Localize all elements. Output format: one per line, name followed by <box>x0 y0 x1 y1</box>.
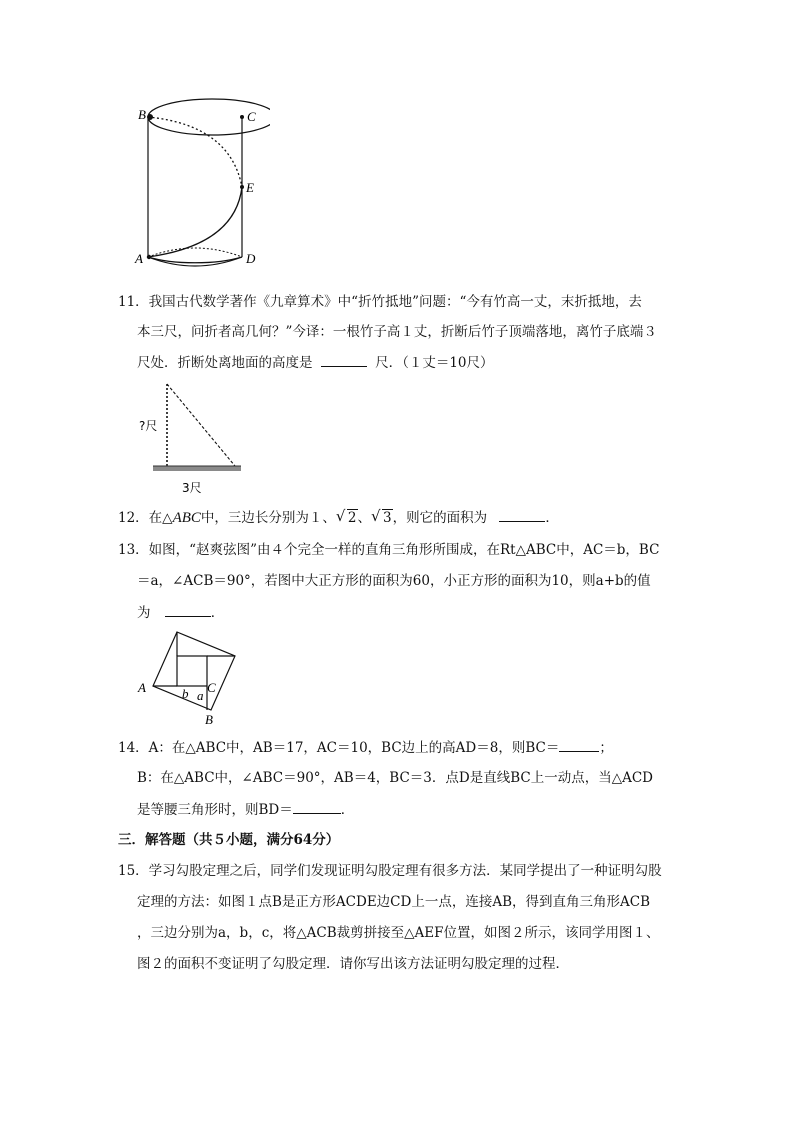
zs-label-b: b <box>182 686 189 701</box>
q13-line-3: 为 ． <box>137 605 225 621</box>
q12-triangle-name: ABC <box>172 510 201 526</box>
zs-label-C: C <box>207 680 216 695</box>
q12-separator: 、 <box>357 510 371 526</box>
q14-line-a <box>118 738 613 757</box>
q13-answer-blank[interactable] <box>165 603 211 617</box>
zhao-shuang-figure <box>135 626 245 731</box>
q12-prefix: 12．在△ <box>118 510 173 526</box>
q15-line-2: 定理的方法：如图１点B是正方形ACDE边CD上一点，连接AB，得到直角三角形ACB <box>137 894 650 910</box>
label-A: A <box>135 251 143 266</box>
q15-line-1: 15．学习勾股定理之后，同学们发现证明勾股定理有很多方法．某同学提出了一种证明勾股 <box>118 863 662 879</box>
bamboo-figure <box>135 380 250 498</box>
q11-line-3-tail: 尺．（１丈＝10尺） <box>375 355 494 371</box>
sqrt-3: √ 3 <box>371 509 393 527</box>
zs-label-B: B <box>205 712 213 727</box>
q12-line: 12．在△ABC中，三边长分别为１、√ 2、√ 3，则它的面积为 ． <box>118 508 559 527</box>
section-3-heading: 三．解答题（共５小题，满分64分） <box>118 832 340 848</box>
q14-c-text: 是等腰三角形时，则BD＝ <box>137 802 293 818</box>
q14-a-end: ； <box>599 740 613 756</box>
q11-answer-blank[interactable] <box>321 353 367 367</box>
q14-line-c <box>137 800 354 819</box>
zs-label-A: A <box>138 680 146 695</box>
label-C: C <box>247 109 256 124</box>
q13-line-1: 13．如图，“赵爽弦图”由４个完全一样的直角三角形所围成，在Rt△ABC中，AC＝b，BC <box>118 542 660 558</box>
q11-line-3-text: 尺处．折断处离地面的高度是 <box>137 355 313 371</box>
label-D: D <box>246 251 256 266</box>
bamboo-height-label: ?尺 <box>139 419 158 433</box>
q12-suffix: ，则它的面积为 <box>392 510 488 526</box>
q15-line-3: ，三边分别为a，b，c，将△ACB裁剪拼接至△AEF位置，如图２所示，该同学用图１、 <box>137 925 660 941</box>
bamboo-base-label: 3尺 <box>182 481 202 495</box>
q12-answer-blank[interactable] <box>499 508 545 522</box>
label-B: B <box>138 107 146 122</box>
q13-line-2: ＝a，∠ACB＝90°，若图中大正方形的面积为60，小正方形的面积为10，则a+b的值 <box>137 573 651 589</box>
cylinder-figure <box>130 95 270 275</box>
q13-line-3-text: 为 <box>137 605 151 621</box>
q14-c-end: ． <box>340 802 355 818</box>
sqrt-2: √ 2 <box>336 509 358 527</box>
q12-mid: 中，三边长分别为１、 <box>200 510 336 526</box>
label-E: E <box>246 180 254 195</box>
q11-line-2: 本三尺，问折者高几何？”今译：一根竹子高１丈，折断后竹子顶端落地，离竹子底端３ <box>137 324 657 340</box>
q14-b-answer-blank[interactable] <box>293 800 341 814</box>
q11-line-1: 11．我国古代数学著作《九章算术》中“折竹抵地”问题：“今有竹高一丈，末折抵地，去 <box>118 294 642 310</box>
q15-line-4: 图２的面积不变证明了勾股定理．请你写出该方法证明勾股定理的过程． <box>137 956 569 972</box>
q11-line-3 <box>137 353 494 372</box>
q14-a-text: 14．A：在△ABC中，AB＝17，AC＝10，BC边上的高AD＝8，则BC＝ <box>118 740 560 756</box>
q14-line-b: B：在△ABC中，∠ABC＝90°，AB＝4，BC＝3．点D是直线BC上一动点，当△ACD <box>137 770 653 786</box>
q14-a-answer-blank[interactable] <box>559 738 599 752</box>
zs-label-a: a <box>197 688 204 703</box>
